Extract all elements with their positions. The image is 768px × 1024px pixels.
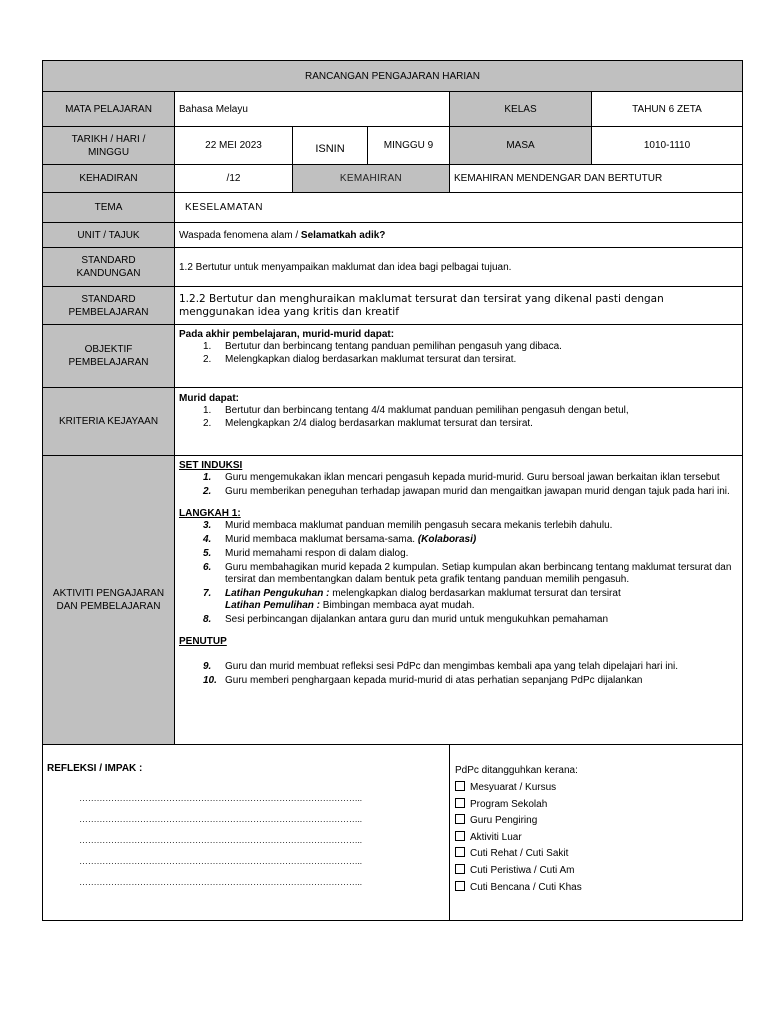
refleksi-line[interactable]: …………………………………………………………………………………….. [79, 835, 362, 845]
list-item: 2. Melengkapkan dialog berdasarkan maklumat tersurat dan tersirat. [203, 354, 517, 365]
kriteria-content [175, 388, 743, 456]
refleksi-cell [43, 745, 450, 921]
list-item: 7. Latihan Pengukuhan : melengkapkan dialog berdasarkan maklumat tersurat dan tersirat Latihan Pemulihan : Bimbingan membaca ayat mudah. [203, 588, 621, 611]
objektif-label-line-2: PEMBELAJARAN [68, 357, 149, 368]
pdpc-options [455, 780, 738, 896]
mata-pelajaran-label: MATA PELAJARAN [43, 92, 175, 127]
kriteria-label: KRITERIA KEJAYAAN [43, 388, 175, 456]
objektif-label-line-1: OBJEKTIF [84, 344, 133, 355]
mata-pelajaran-value: Bahasa Melayu [175, 92, 450, 127]
list-item: 2. Guru memberikan peneguhan terhadap jawapan murid dan mengaitkan jawapan murid dengan tajuk pada hari ini. [203, 486, 730, 497]
tarikh-label-line-2: MINGGU [87, 146, 130, 158]
standard-pembelajaran-label-line-2: PEMBELAJARAN [68, 306, 149, 318]
aktiviti-content [175, 456, 743, 745]
checkbox-icon[interactable] [455, 881, 465, 891]
pdpc-option[interactable]: Guru Pengiring [455, 813, 738, 830]
tarikh-label [43, 127, 175, 165]
penutup-list [179, 661, 738, 687]
aktiviti-label-line-2: DAN PEMBELAJARAN [56, 601, 161, 612]
list-item: 1. Bertutur dan berbincang tentang 4/4 maklumat panduan pemilihan pengasuh dengan betul, [203, 405, 629, 416]
standard-pembelajaran-value [175, 287, 743, 325]
checkbox-icon[interactable] [455, 781, 465, 791]
pdpc-option[interactable]: Cuti Peristiwa / Cuti Am [455, 863, 738, 880]
objektif-list [179, 341, 738, 366]
unit-value-plain: Waspada fenomena alam / [179, 229, 301, 241]
aktiviti-label-line-1: AKTIVITI PENGAJARAN [52, 588, 165, 599]
pdpc-option[interactable]: Mesyuarat / Kursus [455, 780, 738, 797]
list-item: 6. Guru membahagikan murid kepada 2 kumpulan. Setiap kumpulan akan berbincang tentang maklumat tersurat dan tersirat dan membentangkan dalam bentuk peta grafik tentang panduan memilih pengasuh. [203, 562, 732, 585]
standard-pembelajaran-line-1: 1.2.2 Bertutur dan menghuraikan maklumat tersurat dan tersirat yang dikenal pasti dengan [179, 292, 664, 305]
list-item: 10. Guru memberi penghargaan kepada murid-murid di atas perhatian sepanjang PdPc dijalankan [203, 675, 643, 686]
kriteria-list [179, 405, 738, 430]
standard-pembelajaran-label-line-1: STANDARD [81, 293, 136, 305]
checkbox-icon[interactable] [455, 847, 465, 857]
list-item: 4. Murid membaca maklumat bersama-sama. (Kolaborasi) [203, 534, 477, 545]
set-induksi-heading: SET INDUKSI [179, 460, 243, 471]
langkah-heading: LANGKAH 1: [179, 508, 241, 519]
penutup-heading: PENUTUP [179, 636, 227, 647]
checkbox-icon[interactable] [455, 864, 465, 874]
objektif-label [43, 325, 175, 388]
checkbox-icon[interactable] [455, 831, 465, 841]
unit-value [175, 223, 743, 248]
checkbox-icon[interactable] [455, 814, 465, 824]
standard-kandungan-value: 1.2 Bertutur untuk menyampaikan maklumat dan idea bagi pelbagai tujuan. [175, 248, 743, 287]
lesson-plan-table [42, 60, 743, 921]
kriteria-intro: Murid dapat: [179, 393, 239, 404]
list-item: 1. Bertutur dan berbincang tentang panduan pemilihan pengasuh yang dibaca. [203, 341, 562, 352]
refleksi-line[interactable]: …………………………………………………………………………………….. [79, 856, 362, 866]
pdpc-cell [450, 745, 743, 921]
kehadiran-label: KEHADIRAN [43, 165, 175, 193]
list-item: 1. Guru mengemukakan iklan mencari pengasuh kepada murid-murid. Guru bersoal jawan berkaitan iklan tersebut [203, 472, 720, 483]
pdpc-option[interactable]: Cuti Bencana / Cuti Khas [455, 880, 738, 897]
refleksi-line[interactable]: …………………………………………………………………………………….. [79, 877, 362, 887]
pdpc-option[interactable]: Aktiviti Luar [455, 830, 738, 847]
langkah-list [179, 520, 738, 626]
list-item: 2. Melengkapkan 2/4 dialog berdasarkan maklumat tersurat dan tersirat. [203, 418, 533, 429]
kelas-label: KELAS [450, 92, 592, 127]
pdpc-heading: PdPc ditangguhkan kerana: [455, 765, 578, 776]
tarikh-label-line-1: TARIKH / HARI / [71, 133, 146, 145]
masa-label: MASA [450, 127, 592, 165]
objektif-intro: Pada akhir pembelajaran, murid-murid dapat: [179, 329, 395, 340]
tarikh-week: MINGGU 9 [368, 127, 450, 165]
unit-value-bold: Selamatkah adik? [300, 229, 386, 241]
pdpc-option[interactable]: Program Sekolah [455, 797, 738, 814]
list-item: 5. Murid memahami respon di dalam dialog. [203, 548, 409, 559]
kehadiran-value: /12 [175, 165, 293, 193]
standard-pembelajaran-line-2: menggunakan idea yang kritis dan kreatif [179, 305, 399, 318]
standard-kandungan-label-line-2: KANDUNGAN [76, 268, 141, 279]
refleksi-line[interactable]: …………………………………………………………………………………….. [79, 793, 362, 803]
kelas-value: TAHUN 6 ZETA [592, 92, 743, 127]
standard-kandungan-label-line-1: STANDARD [81, 255, 136, 266]
refleksi-line[interactable]: …………………………………………………………………………………….. [79, 814, 362, 824]
standard-kandungan-label [43, 248, 175, 287]
unit-label: UNIT / TAJUK [43, 223, 175, 248]
list-item: 9. Guru dan murid membuat refleksi sesi PdPc dan mengimbas kembali apa yang telah dipelajari hari ini. [203, 661, 679, 672]
list-item: 3. Murid membaca maklumat panduan memilih pengasuh secara mekanis terlebih dahulu. [203, 520, 613, 531]
list-item: 8. Sesi perbincangan dijalankan antara guru dan murid untuk mengukuhkan pemahaman [203, 614, 609, 625]
set-induksi-list [179, 472, 738, 498]
tema-label: TEMA [43, 193, 175, 223]
kemahiran-label: KEMAHIRAN [293, 165, 450, 193]
refleksi-label: REFLEKSI / IMPAK : [47, 763, 143, 774]
page-title: RANCANGAN PENGAJARAN HARIAN [43, 61, 743, 92]
objektif-content [175, 325, 743, 388]
kemahiran-value: KEMAHIRAN MENDENGAR DAN BERTUTUR [450, 165, 743, 193]
standard-pembelajaran-label [43, 287, 175, 325]
tarikh-day: ISNIN [293, 127, 368, 165]
masa-value: 1010-1110 [592, 127, 743, 165]
checkbox-icon[interactable] [455, 798, 465, 808]
pdpc-option[interactable]: Cuti Rehat / Cuti Sakit [455, 846, 738, 863]
tema-value: KESELAMATAN [175, 193, 743, 223]
tarikh-date: 22 MEI 2023 [175, 127, 293, 165]
aktiviti-label [43, 456, 175, 745]
